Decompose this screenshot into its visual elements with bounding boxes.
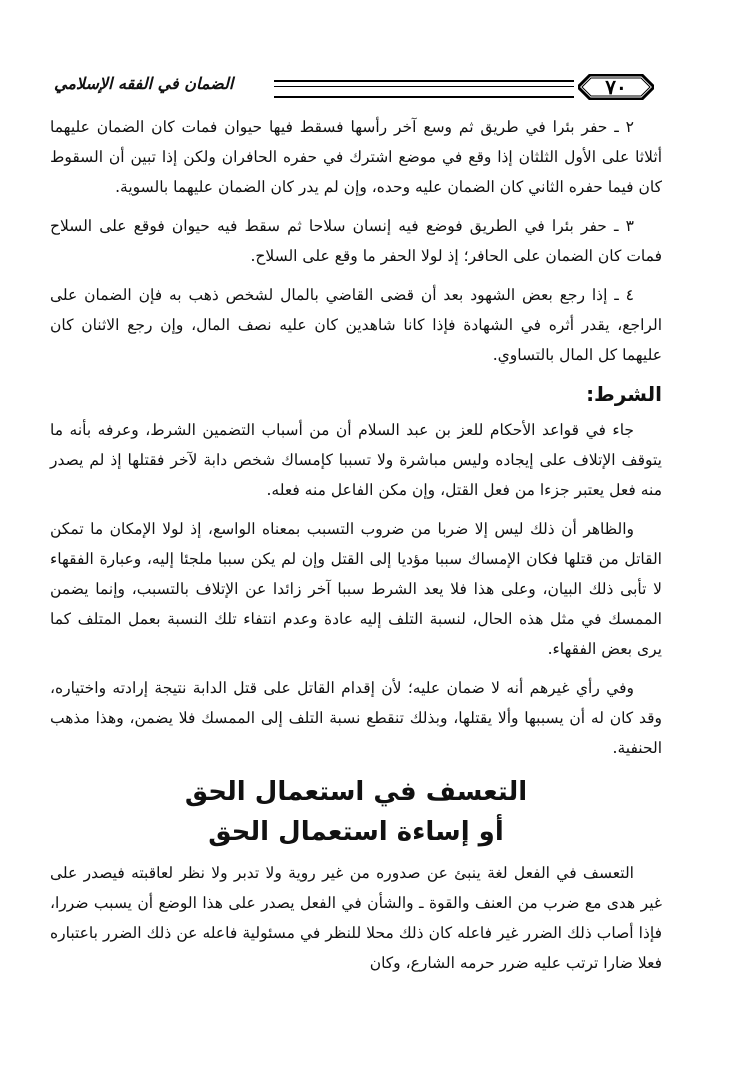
page-body [50,112,662,987]
section-title-line1: التعسف في استعمال الحق [184,777,528,807]
paragraph: التعسف في الفعل لغة ينبئ عن صدوره من غير روية ولا تدبر ولا نظر لعاقبته فيصدر على غير هدى مع ضرب من العنف والقوة ـ والشأن في الفعل يصدر على هذا الوضع أن يسبب ضررا، فإذا أصاب ذلك الضرر غير فاعله كان ذلك محلا للنظر في مسئولية فاعله عن ذلك الضرر باعتباره فعلا ضارا ترتب عليه ضرر حرمه الشارع، وكان [50,864,662,972]
list-item: ٢ ـ حفر بئرا في طريق ثم وسع آخر رأسها فسقط فيها حيوان فمات كان الضمان عليهما أثلاثا على الأول الثلثان إذا وقع في موضع اشترك في حفره الحافران ولكن إذا تبين أن السقوط كان فيما حفره الثاني كان الضمان عليه وحده، وإن لم يدر كان الضمان عليهما بالسوية. [50,118,662,196]
paragraph: وفي رأي غيرهم أنه لا ضمان عليه؛ لأن إقدام القاتل على قتل الدابة نتيجة إرادته واختياره، وقد كان له أن يسببها وألا يقتلها، وبذلك تنقطع نسبة التلف إلى الممسك فلا يضمن، وهذا مذهب الحنفية. [50,679,662,757]
section-title-line2: أو إساءة استعمال الحق [208,817,504,847]
paragraph: والظاهر أن ذلك ليس إلا ضربا من ضروب التسبب بمعناه الواسع، إذ لولا الإمكان ما تمكن القاتل من قتلها فكان الإمساك سببا مؤديا إلى القتل وإن لم يكن سببا ملجئا إليه، وعبارة الفقهاء لا تأبى ذلك البيان، وعلى هذا فلا يعد الشرط سببا آخر زائدا عن الإتلاف بالتسبب، وإنما يضمن الممسك في مثل هذه الحال، لنسبة التلف إليه عادة وعدم انتفاء تلك النسبة بعمل المتلف كما يرى بعض الفقهاء. [50,520,662,658]
list-item: ٣ ـ حفر بئرا في الطريق فوضع فيه إنسان سلاحا ثم سقط فيه حيوان فوقع على السلاح فمات كان الضمان على الحافر؛ إذ لولا الحفر ما وقع على السلاح. [50,217,662,265]
header-rule [274,80,574,98]
paragraph: جاء في قواعد الأحكام للعز بن عبد السلام أن من أسباب التضمين الشرط، وعرفه بأنه ما يتوقف الإتلاف على إيجاده وليس مباشرة ولا تسببا كإمساك شخص دابة لآخر فقتلها إذ لم يصدر منه فعل يعتبر جزءا من فعل القتل، وإن مكن الفاعل منه فعله. [50,421,662,499]
running-title: الضمان في الفقه الإسلامي [54,74,234,93]
list-item: ٤ ـ إذا رجع بعض الشهود بعد أن قضى القاضي بالمال لشخص ذهب به فإن الضمان على الراجع، يقدر أثره في الشهادة فإذا كانا شاهدين كان عليه نصف المال، وإن رجع الاثنان كان عليهما كل المال بالتساوي. [50,286,662,364]
page-number: ٧٠ [605,75,627,99]
page-number-box [578,74,654,100]
section-title [50,772,662,852]
subheading: الشرط: [586,382,662,406]
page-header [54,72,654,102]
